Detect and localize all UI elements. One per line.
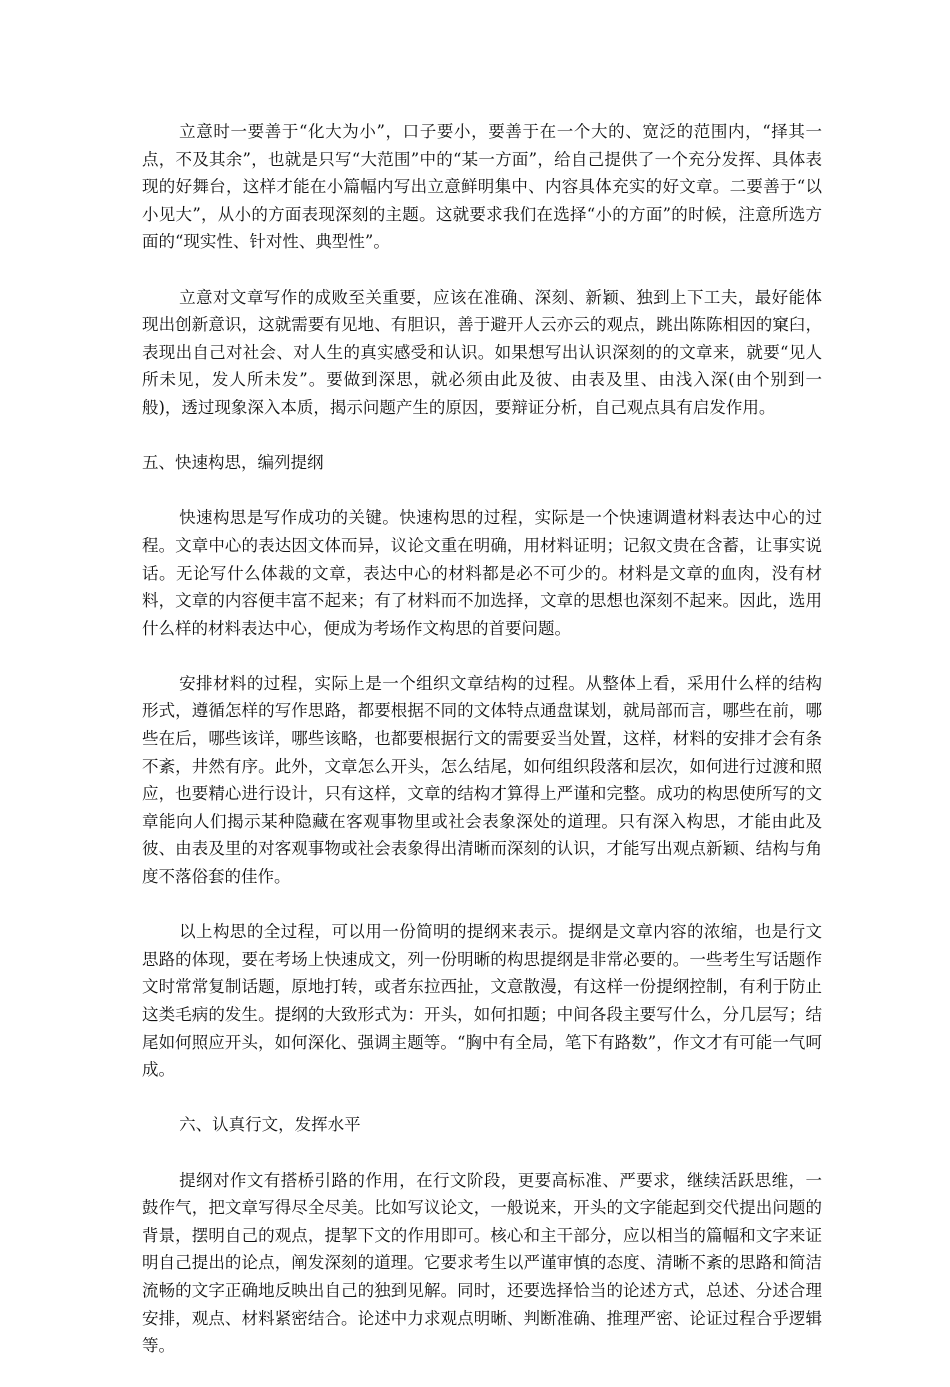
paragraph-2: 立意对文章写作的成败至关重要，应该在准确、深刻、新颖、独到上下工夫，最好能体现出创新意识，这就需要有见地、有胆识，善于避开人云亦云的观点，跳出陈陈相因的窠臼，表现出自己对社会、对人生的真实感受和认识。如果想写出认识深刻的的文章来，就要“见人所未见，发人所未发”。要做到深思，就必须由此及彼、由表及里、由浅入深(由个别到一般)，透过现象深入本质，揭示问题产生的原因，要辩证分析，自己观点具有启发作用。 bbox=[142, 287, 822, 417]
document-body bbox=[142, 118, 822, 1387]
paragraph-3: 快速构思是写作成功的关键。快速构思的过程，实际是一个快速调遣材料表达中心的过程。文章中心的表达因文体而异，议论文重在明确，用材料证明；记叙文贵在含蓄，让事实说话。无论写什么体裁的文章，表达中心的材料都是必不可少的。材料是文章的血肉，没有材料，文章的内容便丰富不起来；有了材料而不加选择，文章的思想也深刻不起来。因此，选用什么样的材料表达中心，便成为考场作文构思的首要问题。 bbox=[142, 508, 822, 638]
paragraph-1: 立意时一要善于“化大为小”，口子要小，要善于在一个大的、宽泛的范围内，“择其一点，不及其余”，也就是只写“大范围”中的“某一方面”，给自己提供了一个充分发挥、具体表现的好舞台，这样才能在小篇幅内写出立意鲜明集中、内容具体充实的好文章。二要善于“以小见大”，从小的方面表现深刻的主题。这就要求我们在选择“小的方面”的时候，注意所选方面的“现实性、针对性、典型性”。 bbox=[142, 122, 822, 252]
section-heading-5: 五、快速构思，编列提纲 bbox=[142, 453, 324, 473]
paragraph-4: 安排材料的过程，实际上是一个组织文章结构的过程。从整体上看，采用什么样的结构形式，遵循怎样的写作思路，都要根据不同的文体特点通盘谋划，就局部而言，哪些在前，哪些在后，哪些该详，哪些该略，也都要根据行文的需要妥当处置，这样，材料的安排才会有条不紊，井然有序。此外，文章怎么开头，怎么结尾，如何组织段落和层次，如何进行过渡和照应，也要精心进行设计，只有这样，文章的结构才算得上严谨和完整。成功的构思使所写的文章能向人们揭示某种隐藏在客观事物里或社会表象深处的道理。只有深入构思，才能由此及彼、由表及里的对客观事物或社会表象得出清晰而深刻的认识，才能写出观点新颖、结构与角度不落俗套的佳作。 bbox=[142, 673, 822, 887]
section-heading-6: 六、认真行文，发挥水平 bbox=[179, 1115, 361, 1135]
paragraph-6: 提纲对作文有搭桥引路的作用，在行文阶段，更要高标准、严要求，继续活跃思维，一鼓作气，把文章写得尽全尽美。比如写议论文，一般说来，开头的文字能起到交代提出问题的背景，摆明自己的观点，提挈下文的作用即可。核心和主干部分，应以相当的篇幅和文字来证明自己提出的论点，阐发深刻的道理。它要求考生以严谨审慎的态度、清晰不紊的思路和简洁流畅的文字正确地反映出自己的独到见解。同时，还要选择恰当的论述方式，总述、分述合理安排，观点、材料紧密结合。论述中力求观点明晰、判断准确、推理严密、论证过程合乎逻辑等。 bbox=[142, 1170, 822, 1356]
paragraph-5: 以上构思的全过程，可以用一份简明的提纲来表示。提纲是文章内容的浓缩，也是行文思路的体现，要在考场上快速成文，列一份明晰的构思提纲是非常必要的。一些考生写话题作文时常常复制话题，原地打转，或者东拉西扯，文意散漫，有这样一份提纲控制，有利于防止这类毛病的发生。提纲的大致形式为：开头，如何扣题；中间各段主要写什么，分几层写；结尾如何照应开头，如何深化、强调主题等。“胸中有全局，笔下有路数”，作文才有可能一气呵成。 bbox=[142, 922, 822, 1080]
